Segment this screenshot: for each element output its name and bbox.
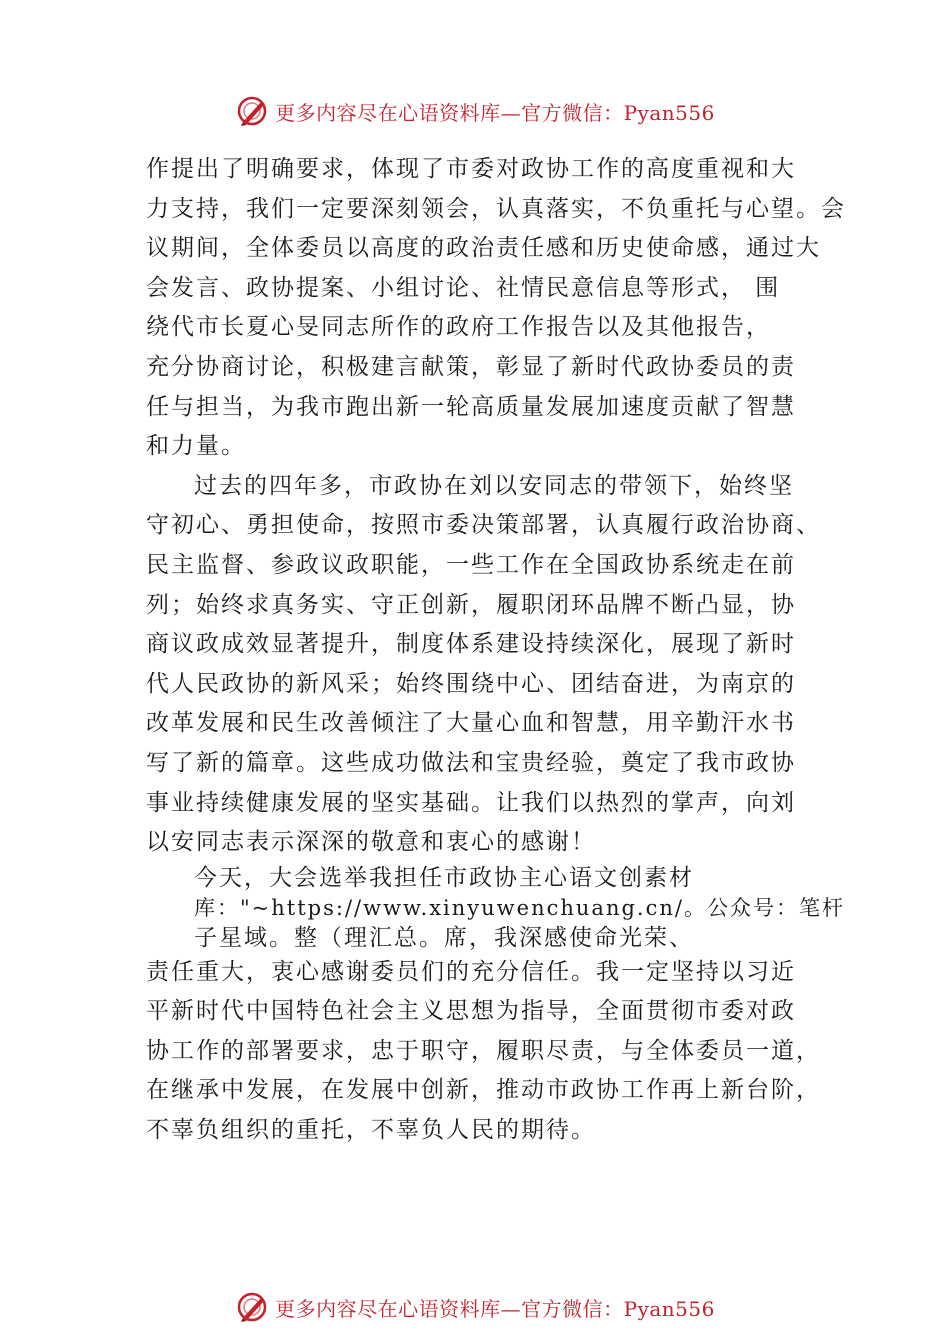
text-line: 议期间，全体委员以高度的政治责任感和历史使命感，通过大	[146, 235, 821, 262]
text-line: 今天，大会选举我担任市政协主心语文创素材	[194, 864, 694, 891]
text-line: 平新时代中国特色社会主义思想为指导，全面贯彻市委对政	[146, 998, 796, 1025]
footer-banner-text: 更多内容尽在心语资料库—官方微信：Pyan556	[275, 1296, 715, 1321]
text-line: 充分协商讨论，积极建言献策，彰显了新时代政协委员的责	[146, 353, 796, 380]
text-line: 过去的四年多，市政协在刘以安同志的带领下，始终坚	[194, 472, 794, 499]
text-line: 以安同志表示深深的敬意和衷心的感谢！	[146, 829, 596, 856]
footer-banner	[0, 1290, 950, 1324]
text-line: 在继承中发展，在发展中创新，推动市政协工作再上新台阶，	[146, 1077, 821, 1104]
text-line: 协工作的部署要求，忠于职守，履职尽责，与全体委员一道，	[146, 1037, 821, 1064]
text-line: 任与担当，为我市跑出新一轮高质量发展加速度贡献了智慧	[146, 393, 796, 420]
header-banner	[0, 94, 950, 128]
text-line-url: 库："~https://www.xinyuwenchuang.cn/。公众号：笔杆	[194, 895, 845, 920]
text-line: 和力量。	[146, 433, 246, 460]
pen-logo-icon	[235, 94, 269, 128]
text-line: 责任重大，衷心感谢委员们的充分信任。我一定坚持以习近	[146, 958, 796, 985]
text-line: 事业持续健康发展的坚实基础。让我们以热烈的掌声，向刘	[146, 789, 796, 816]
text-line: 不辜负组织的重托，不辜负人民的期待。	[146, 1117, 596, 1144]
text-line: 民主监督、参政议政职能，一些工作在全国政协系统走在前	[146, 551, 796, 578]
document-body	[146, 150, 846, 1151]
text-line: 力支持，我们一定要深刻领会，认真落实，不负重托与心望。会	[146, 195, 846, 222]
pen-logo-icon	[235, 1290, 269, 1324]
text-line: 列；始终求真务实、守正创新，履职闭环品牌不断凸显，协	[146, 591, 796, 618]
text-line: 作提出了明确要求，体现了市委对政协工作的高度重视和大	[146, 156, 796, 182]
text-line: 写了新的篇章。这些成功做法和宝贵经验，奠定了我市政协	[146, 749, 796, 776]
text-line: 绕代市长夏心旻同志所作的政府工作报告以及其他报告，	[146, 314, 771, 341]
text-line: 守初心、勇担使命，按照市委决策部署，认真履行政治协商、	[146, 512, 821, 539]
header-banner-text: 更多内容尽在心语资料库—官方微信：Pyan556	[275, 100, 715, 125]
text-line: 改革发展和民生改善倾注了大量心血和智慧，用辛勤汗水书	[146, 710, 796, 737]
text-line: 商议政成效显著提升，制度体系建设持续深化，展现了新时	[146, 631, 796, 658]
text-line: 会发言、政协提案、小组讨论、社情民意信息等形式， 围	[146, 274, 781, 301]
text-line: 子星域。整（理汇总。席，我深感使命光荣、	[194, 924, 694, 951]
text-line: 代人民政协的新风采；始终围绕中心、团结奋进，为南京的	[146, 670, 796, 697]
